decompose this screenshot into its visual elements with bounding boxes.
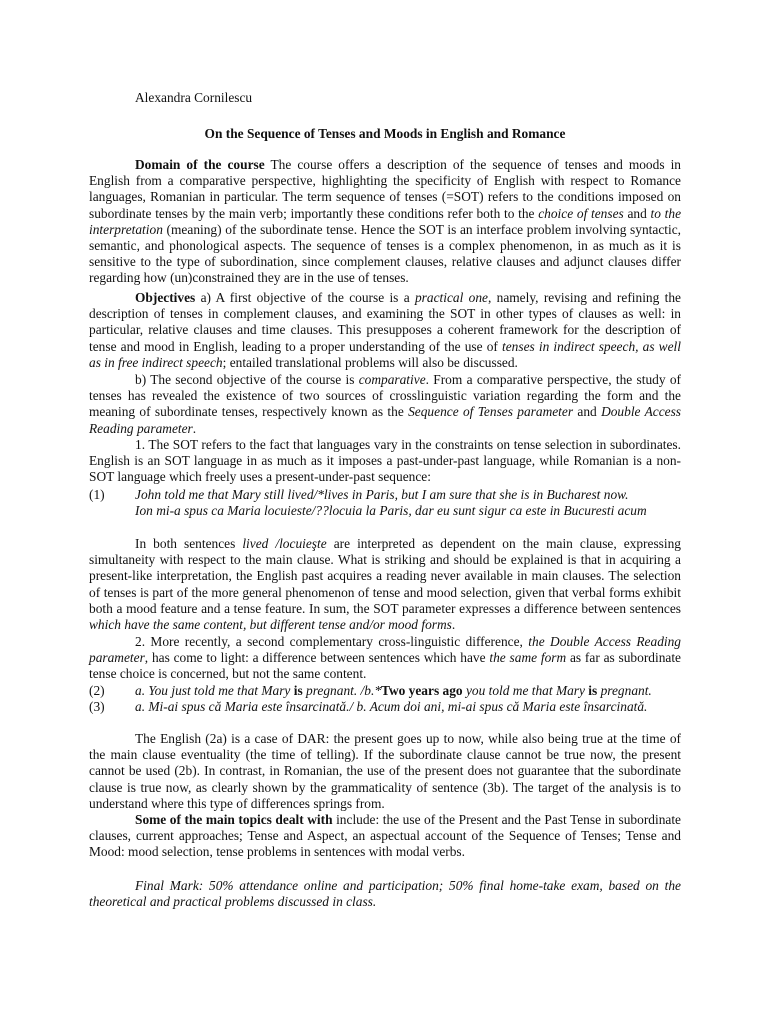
- english-paragraph: The English (2a) is a case of DAR: the present goes up to now, while also being true at the time of the main clause eventuality (the time of telling). If the subordinate clause cannot be true now, the present cannot be used (2b). In contrast, in Romanian, the use of the present does not guarantee that the subordinate clause is true now, as clearly shown by the grammaticality of sentence (3b). The target of the analysis is to understand where this type of differences springs from.: [89, 731, 681, 811]
- final-mark-label: Final Mark: [135, 878, 199, 893]
- objectives-paragraph: Objectives a) A first objective of the course is a practical one, namely, revising and refining the description of tenses in complement clauses, and examining the SOT in other types of clauses as well: in particular, relative clauses and time clauses. This presupposes a coherent framework for the description of tense and mood in English, leading to a proper understanding of the use of tenses in indirect speech, as well as in free indirect speech; entailed translational problems will also be discussed.: [89, 290, 681, 370]
- example-number: (1): [89, 487, 105, 502]
- topics-paragraph: Some of the main topics dealt with include: the use of the Present and the Past Tense in subordinate clauses, current approaches; Tense and Aspect, an aspectual account of the Sequence of Tenses; Tense and Mood: mood selection, tense problems in sentences with modal verbs.: [89, 812, 681, 860]
- objective-b-paragraph: b) The second objective of the course is comparative. From a comparative perspective, the study of tenses has revealed the existence of two sources of crosslinguistic variation regarding the form and the meaning of subordinate tenses, respectively known as the Sequence of Tenses parameter and Double Access Reading parameter.: [89, 372, 681, 436]
- domain-paragraph: Domain of the course The course offers a description of the sequence of tenses and moods in English from a comparative perspective, highlighting the specificity of English with respect to Romance languages, Romanian in particular. The term sequence of tenses (=SOT) refers to the conditions imposed on subordinate tenses by the main verb; importantly these conditions refer both to the choice of tenses and to the interpretation (meaning) of the subordinate tense. Hence the SOT is an interface problem involving syntactic, semantic, and phonological aspects. The sequence of tenses is a complex phenomenon, in as much as it is sensitive to the type of subordination, since complement clauses, relative clauses and adjunct clauses differ regarding how (un)constrained they are in the use of tenses.: [89, 157, 682, 286]
- example-number: (2): [89, 683, 105, 698]
- topics-heading: Some of the main topics dealt with: [135, 812, 333, 827]
- document-title: On the Sequence of Tenses and Moods in English and Romance: [204, 126, 566, 141]
- example-sentence-ro: Ion mi-a spus ca Maria locuieste/??locuia la Paris, dar eu sunt sigur ca este in Bucuresti acum: [135, 503, 647, 518]
- example-sentence: a. You just told me that Mary is pregnant. /b.*Two years ago you told me that Mary is pregnant.: [135, 683, 652, 698]
- both-paragraph: In both sentences lived /locuieşte are interpreted as dependent on the main clause, expressing simultaneity with respect to the main clause. What is striking and should be explained is that in acquiring a present-like interpretation, the English past acquires a reading never available in main clauses. The selection of tenses is part of the more general phenomenon of tense and mood selection, given that verbal forms exhibit both a mood feature and a tense feature. In sum, the SOT parameter expresses a difference between sentences which have the same content, but different tense and/or mood forms.: [89, 536, 681, 633]
- final-mark-paragraph: Final Mark: 50% attendance online and participation; 50% final home-take exam, based on the theoretical and practical problems discussed in class.: [89, 878, 681, 910]
- author-name: Alexandra Cornilescu: [135, 90, 253, 105]
- example-sentence: a. Mi-ai spus că Maria este însarcinată./ b. Acum doi ani, mi-ai spus că Maria este însarcinată.: [135, 699, 648, 714]
- domain-heading: Domain of the course: [135, 157, 265, 172]
- point2-paragraph: 2. More recently, a second complementary cross-linguistic difference, the Double Access Reading parameter, has come to light: a difference between sentences which have the same form as far as subordinate tense choice is concerned, but not the same content.: [89, 634, 682, 682]
- objectives-heading: Objectives: [135, 290, 196, 305]
- point1-paragraph: 1. The SOT refers to the fact that languages vary in the constraints on tense selection in subordinates. English is an SOT language in as much as it imposes a past-under-past language, while Romanian is a non-SOT language which freely uses a present-under-past sequence:: [89, 437, 681, 485]
- example-number: (3): [89, 699, 105, 714]
- example-sentence-en: John told me that Mary still lived/*lives in Paris, but I am sure that she is in Bucharest now.: [135, 487, 629, 502]
